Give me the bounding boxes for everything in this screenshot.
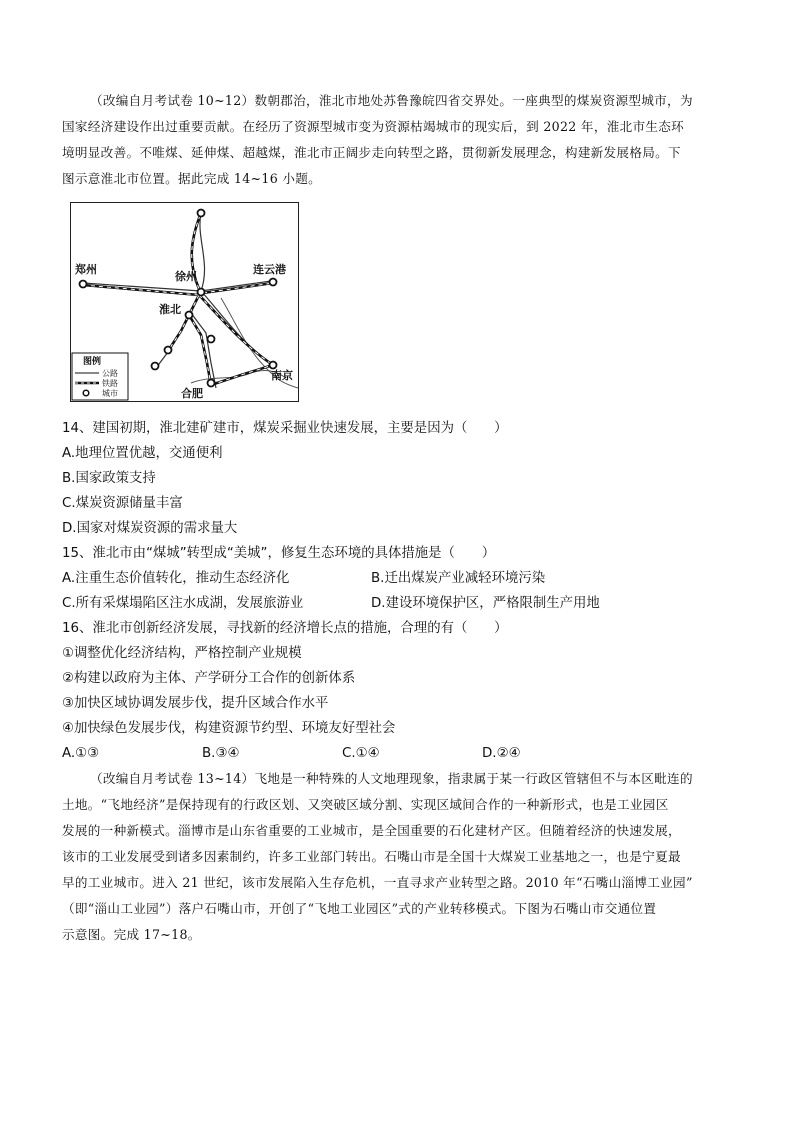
q15-option-b[interactable]: B.迁出煤炭产业减轻环境污染 xyxy=(371,571,546,586)
city-marker-huaibei xyxy=(186,312,193,319)
q16-option-d[interactable]: D.②④ xyxy=(482,746,521,761)
q15-stem: 15、淮北市由“煤城”转型成“美城”，修复生态环境的具体措施是（ ） xyxy=(62,546,496,561)
q14-option-d[interactable]: D.国家对煤炭资源的需求量大 xyxy=(62,521,238,536)
q15-option-d[interactable]: D.建设环境保护区，严格限制生产用地 xyxy=(371,596,600,611)
legend-rail-label: 铁路 xyxy=(102,379,118,388)
city-marker-lianyungang xyxy=(270,279,277,286)
city-marker-southwest xyxy=(152,363,159,370)
intro2-line: 早的工业城市。进入 21 世纪，该市发展陷入生存危机，一直寻求产业转型之路。2010 年“石嘴山淄博工业园” xyxy=(62,875,693,890)
intro1-line: （改编自月考试卷 10~12）数朝郡治，淮北市地处苏鲁豫皖四省交界处。一座典型的煤炭资源型城市，为 xyxy=(90,93,693,108)
label-xuzhou: 徐州 xyxy=(175,270,197,283)
intro2-line: 示意图。完成 17~18。 xyxy=(62,927,201,942)
city-marker-mid xyxy=(208,336,215,343)
intro1-line: 境明显改善。不唯煤、延伸煤、超越煤，淮北市正阔步走向转型之路，贯彻新发展理念，构建新发展格局。下 xyxy=(62,145,681,160)
label-zhengzhou: 郑州 xyxy=(75,263,97,276)
intro2-line: （即“淄山工业园”）落户石嘴山市，开创了“飞地工业园区”式的产业转移模式。下图为石嘴山市交通位置 xyxy=(62,901,657,916)
city-marker-xuzhou xyxy=(198,289,205,296)
q16-option-b[interactable]: B.③④ xyxy=(202,746,240,761)
label-hefei: 合肥 xyxy=(181,387,203,400)
q14-option-c[interactable]: C.煤炭资源储量丰富 xyxy=(62,496,183,511)
intro2-line: 土地。“飞地经济”是保持现有的行政区划、又突破区域分割、实现区域间合作的一种新形式，也是工业园区 xyxy=(62,797,669,812)
label-lianyungang: 连云港 xyxy=(253,263,286,276)
q16-item-1: ①调整优化经济结构，严格控制产业规模 xyxy=(62,646,302,661)
q15-options-row-2 xyxy=(62,591,734,616)
intro2-line: 发展的一种新模式。淄博市是山东省重要的工业城市，是全国重要的石化建材产区。但随着经济的快速发展， xyxy=(62,823,681,838)
city-marker-hefei xyxy=(208,380,215,387)
legend-city-label: 城市 xyxy=(102,389,118,398)
question-16 xyxy=(62,616,734,741)
q15-options-row-1 xyxy=(62,566,734,591)
q16-option-a[interactable]: A.①③ xyxy=(62,746,100,761)
intro2-line: 该市的工业发展受到诸多因素制约，许多工业部门转出。石嘴山市是全国十大煤炭工业基地之一，也是宁夏最 xyxy=(62,849,681,864)
q16-item-3: ③加快区域协调发展步伐，提升区域合作水平 xyxy=(62,696,329,711)
intro1-line: 国家经济建设作出过重要贡献。在经历了资源型城市变为资源枯竭城市的现实后，到 2022 年，淮北市生态环 xyxy=(62,119,685,134)
q15-option-a[interactable]: A.注重生态价值转化，推动生态经济化 xyxy=(62,571,290,586)
q16-item-2: ②构建以政府为主体、产学研分工合作的创新体系 xyxy=(62,671,356,686)
question-14 xyxy=(62,416,734,541)
map-svg xyxy=(71,203,298,401)
intro-paragraph-2 xyxy=(62,766,734,948)
legend-road-label: 公路 xyxy=(102,369,118,378)
city-marker-nanjing xyxy=(270,362,277,369)
q15-option-c[interactable]: C.所有采煤塌陷区注水成湖，发展旅游业 xyxy=(62,596,304,611)
intro1-line: 图示意淮北市位置。据此完成 14~16 小题。 xyxy=(62,171,322,186)
intro2-line: （改编自月考试卷 13~14）飞地是一种特殊的人文地理现象，指隶属于某一行政区管辖但不与本区毗连的 xyxy=(90,771,693,786)
label-huaibei: 淮北 xyxy=(159,303,181,316)
city-marker-west xyxy=(165,347,172,354)
intro-paragraph-1 xyxy=(62,88,734,192)
legend-title: 图例 xyxy=(83,357,102,367)
legend-city-swatch xyxy=(83,390,89,396)
question-15 xyxy=(62,541,734,566)
label-nanjing: 南京 xyxy=(271,369,293,382)
q14-option-b[interactable]: B.国家政策支持 xyxy=(62,471,156,486)
q14-stem: 14、建国初期，淮北建矿建市，煤炭采掘业快速发展，主要是因为（ ） xyxy=(62,421,508,436)
huaibei-location-map xyxy=(70,202,299,402)
q16-options-row xyxy=(62,741,734,766)
q16-stem: 16、淮北市创新经济发展，寻找新的经济增长点的措施，合理的有（ ） xyxy=(62,621,508,636)
city-marker-zhengzhou xyxy=(80,281,87,288)
map-legend xyxy=(72,353,128,400)
q14-option-a[interactable]: A.地理位置优越，交通便利 xyxy=(62,446,223,461)
q16-item-4: ④加快绿色发展步伐，构建资源节约型、环境友好型社会 xyxy=(62,721,396,736)
q16-option-c[interactable]: C.①④ xyxy=(342,746,380,761)
city-marker-north xyxy=(198,210,205,217)
